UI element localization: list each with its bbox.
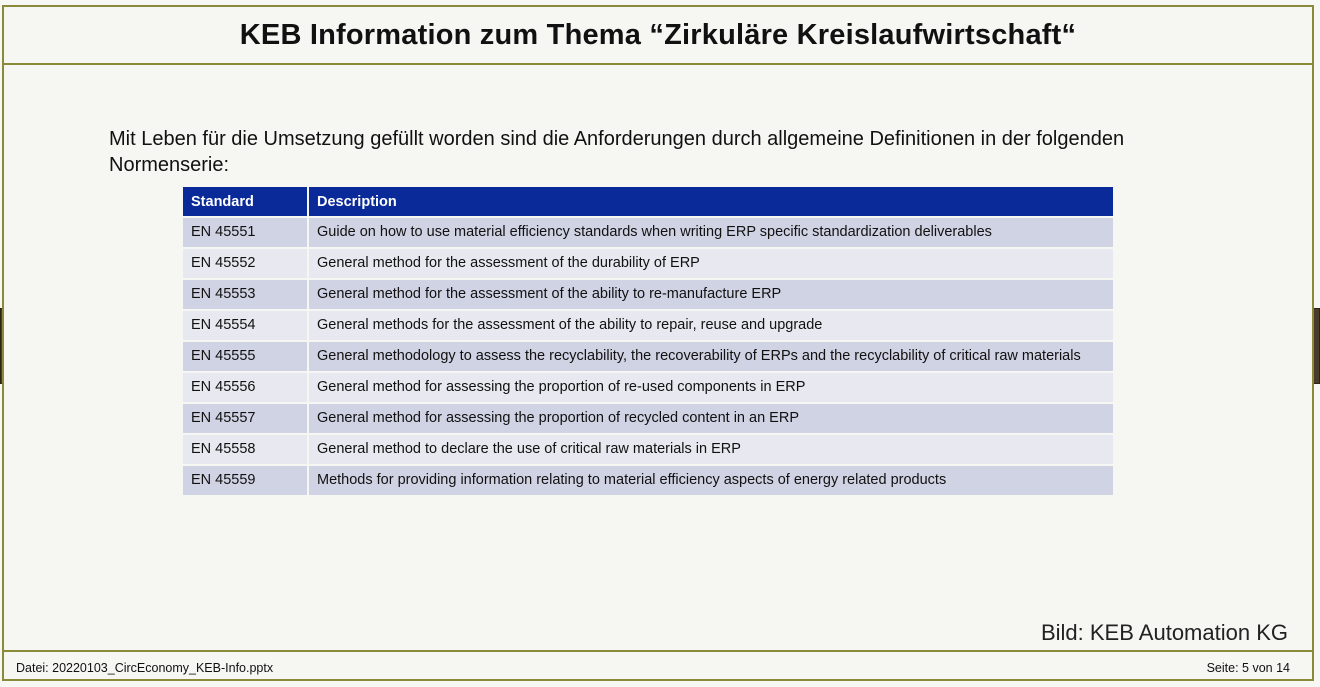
- standard-cell: EN 45552: [183, 249, 307, 278]
- header-description: Description: [309, 187, 1113, 216]
- table-row: [183, 435, 1113, 464]
- standard-cell: EN 45554: [183, 311, 307, 340]
- table-header-row: [183, 187, 1113, 216]
- description-cell: General method for the assessment of the ability to re-manufacture ERP: [309, 280, 1113, 309]
- description-cell: General method for the assessment of the durability of ERP: [309, 249, 1113, 278]
- table-row: [183, 218, 1113, 247]
- description-cell: General method to declare the use of critical raw materials in ERP: [309, 435, 1113, 464]
- table-row: [183, 404, 1113, 433]
- standard-cell: EN 45551: [183, 218, 307, 247]
- footer-filename: Datei: 20220103_CircEconomy_KEB-Info.pptx: [16, 661, 274, 675]
- slide-footer: [4, 650, 1312, 679]
- image-credit: Bild: KEB Automation KG: [1040, 620, 1288, 645]
- standard-cell: EN 45557: [183, 404, 307, 433]
- description-cell: Guide on how to use material efficiency standards when writing ERP specific standardization deliverables: [309, 218, 1113, 247]
- table-row: [183, 342, 1113, 371]
- title-bar: [4, 7, 1312, 65]
- description-cell: General method for assessing the proportion of re-used components in ERP: [309, 373, 1113, 402]
- description-cell: General methods for the assessment of the ability to repair, reuse and upgrade: [309, 311, 1113, 340]
- table-row: [183, 249, 1113, 278]
- slide-title: KEB Information zum Thema “Zirkuläre Kreislaufwirtschaft“: [239, 18, 1077, 51]
- standard-cell: EN 45553: [183, 280, 307, 309]
- standard-cell: EN 45555: [183, 342, 307, 371]
- footer-page-number: Seite: 5 von 14: [1206, 661, 1290, 675]
- table-row: [183, 280, 1113, 309]
- standard-cell: EN 45559: [183, 466, 307, 495]
- header-standard: Standard: [183, 187, 307, 216]
- standard-cell: EN 45558: [183, 435, 307, 464]
- standards-table: [181, 185, 1115, 497]
- table-row: [183, 311, 1113, 340]
- description-cell: General method for assessing the proportion of recycled content in an ERP: [309, 404, 1113, 433]
- table-row: [183, 466, 1113, 495]
- intro-text: Mit Leben für die Umsetzung gefüllt worden sind die Anforderungen durch allgemeine Definitionen in der folgenden Normenserie:: [109, 128, 1125, 176]
- standard-cell: EN 45556: [183, 373, 307, 402]
- table-row: [183, 373, 1113, 402]
- slide-frame: [2, 5, 1314, 681]
- description-cell: General methodology to assess the recyclability, the recoverability of ERPs and the recyclability of critical raw materials: [309, 342, 1113, 371]
- description-cell: Methods for providing information relating to material efficiency aspects of energy related products: [309, 466, 1113, 495]
